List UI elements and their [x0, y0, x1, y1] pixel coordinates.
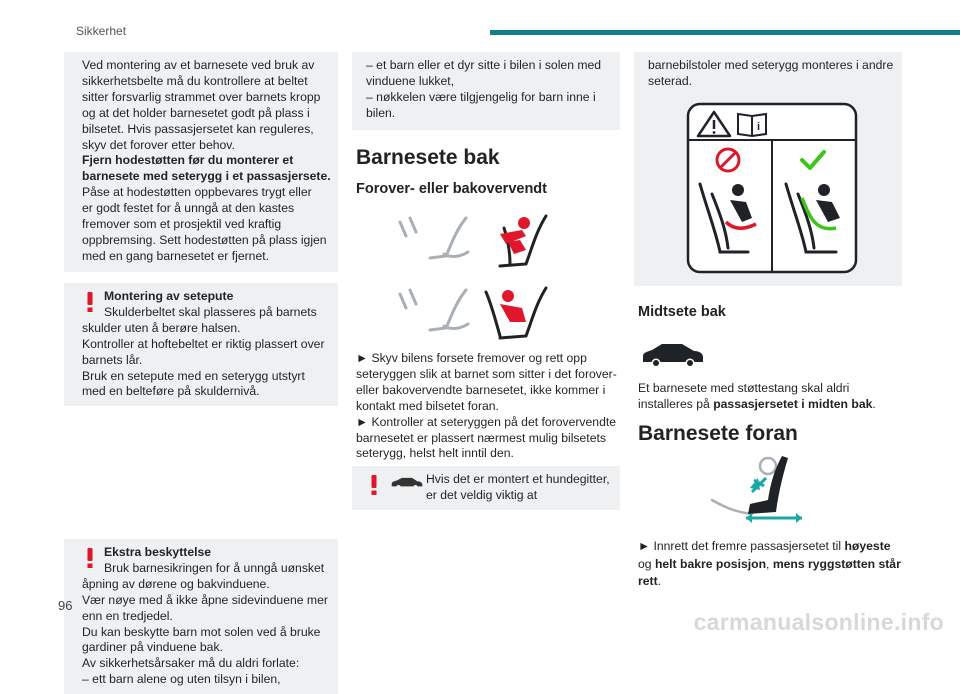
text-line-bold: barnesete med seterygg i et passasjersete. [82, 169, 331, 184]
text-line: seterygg, helst helt inntil den. [356, 446, 514, 461]
continued-warning-box [352, 52, 620, 130]
text-line: skulder uten å berøre halsen. [82, 320, 241, 335]
text-line: – nøkkelen være tilgjengelig for barn inne i [366, 89, 596, 104]
text-line: og at det holder barnesetet godt på plass i [82, 105, 310, 120]
text-line: Kontroller at hoftebeltet er riktig plassert over [82, 336, 325, 351]
text-line: barnesetet er plassert nærmest mulig bilsetets [356, 430, 606, 445]
text-line: Hvis det er montert et hundegitter, [426, 472, 610, 486]
text-span-bold: mens ryggstøtten står [772, 556, 901, 571]
warning-title: Montering av setepute [104, 289, 234, 303]
text-line: er godt festet for å unngå at den kastes [82, 201, 295, 216]
seat-adjustment-icon [706, 452, 806, 528]
section-title: Sikkerhet [76, 24, 127, 38]
text-line: seterad. [648, 73, 693, 88]
warning-exclamation-icon [86, 548, 94, 568]
text-line: enn en tredjedel. [82, 608, 173, 623]
text-span: og [638, 556, 655, 571]
text-line: sitter forsvarlig strammet over barnets kropp [82, 89, 321, 104]
text-line: – et barn eller et dyr sitte i bilen i solen med [366, 58, 602, 72]
warning-title: Ekstra beskyttelse [104, 545, 212, 559]
page-number: 96 [58, 598, 73, 613]
text-line: Bruk en setepute med en seterygg utstyrt [82, 368, 305, 383]
forward-facing-child-seat-icon [396, 210, 556, 272]
text-line: Ved montering av et barnesete ved bruk av [82, 58, 315, 72]
text-line [638, 538, 906, 556]
heading-rear-child-seat: Barnesete bak [356, 146, 500, 169]
text-line: bilsetet. Hvis passasjersetet kan reguleres, [82, 121, 314, 136]
text-line [638, 397, 906, 413]
middle-seat-text [638, 381, 906, 413]
rear-seat-instructions [356, 351, 624, 462]
warning-exclamation-icon [370, 475, 378, 495]
text-line: kontakt med bilsetet foran. [356, 398, 499, 413]
warning-box-booster-cushion [64, 283, 338, 406]
text-line [638, 556, 906, 574]
text-line: sikkerhetsbelte må du kontrollere at beltet [82, 73, 308, 88]
seat-info-box [634, 52, 902, 286]
text-span-bold: helt bakre posisjon [654, 556, 767, 571]
text-span-bold: rett [638, 574, 658, 588]
text-line-bold: Fjern hodestøtten før du monterer et [82, 153, 294, 168]
text-line: Vær nøye med å ikke åpne sidevinduene mer [82, 592, 328, 607]
text-line: Av sikkerhetsårsaker må du aldri forlate: [82, 656, 300, 671]
text-line: barnebilstoler med seterygg monteres i andre [648, 58, 894, 72]
warning-box-dog-guard [352, 466, 620, 510]
text-line: skyv det forover etter behov. [82, 137, 235, 152]
text-line: ► Skyv bilens forsete fremover og rett opp [356, 351, 587, 365]
text-line: seteryggen slik at barnet som sitter i det forover- [356, 366, 617, 381]
text-line: Du kan beskytte barn mot solen ved å bruke [82, 624, 321, 639]
text-line: fremover som et prosjektil ved kraftig [82, 217, 282, 232]
heading-front-child-seat: Barnesete foran [638, 422, 798, 445]
text-line: gardiner på vinduene bak. [82, 640, 223, 655]
text-line: med en belteføre på skuldernivå. [82, 384, 260, 399]
text-line: vinduene lukket, [366, 73, 455, 88]
rearward-facing-child-seat-icon [396, 282, 556, 344]
text-line: bilen. [366, 105, 396, 120]
text-span-bold: passasjersetet i midten bak [713, 396, 873, 411]
text-line: Et barnesete med støttestang skal aldri [638, 381, 850, 395]
text-span: . [657, 574, 662, 588]
text-span: , [766, 556, 773, 571]
text-line: Påse at hodestøtten oppbevares trygt eller [82, 185, 312, 200]
text-line: Skulderbeltet skal plasseres på barnets [104, 304, 317, 319]
text-line [638, 573, 906, 591]
subheading-forward-rearward: Forover- eller bakovervendt [356, 181, 547, 197]
front-seat-instructions [638, 538, 906, 591]
text-line: barnets lår. [82, 352, 143, 367]
text-line: oppbremsing. Sett hodestøtten på plass igjen [82, 232, 327, 247]
svg-text:i: i [757, 121, 761, 133]
text-span-bold: høyeste [844, 539, 891, 553]
text-span: ► Innrett det fremre passasjersetet til [638, 539, 845, 553]
header-accent-bar [490, 30, 960, 35]
text-line: er det veldig viktig at [426, 487, 538, 502]
text-line: eller bakovervendte barnesetet, ikke kommer i [356, 382, 606, 397]
child-seat-rule-sticker-icon [686, 102, 858, 274]
car-icon [390, 476, 424, 490]
text-line: ► Kontroller at seteryggen på det forovervendte [356, 414, 617, 429]
car-icon [640, 340, 706, 368]
text-line: Bruk barnesikringen for å unngå uønsket [104, 560, 325, 575]
text-span: installeres på [638, 396, 714, 411]
text-line: åpning av dørene og bakvinduene. [82, 576, 270, 591]
seatbelt-info-box [64, 52, 338, 272]
watermark-text: carmanualsonline.info [693, 609, 944, 635]
warning-box-extra-protection [64, 539, 338, 694]
warning-exclamation-icon [86, 292, 94, 312]
text-span: . [872, 396, 876, 411]
subheading-rear-middle-seat: Midtsete bak [638, 304, 726, 320]
text-line: – ett barn alene og uten tilsyn i bilen, [82, 672, 281, 687]
text-line: med en gang barnesetet er fjernet. [82, 248, 269, 263]
